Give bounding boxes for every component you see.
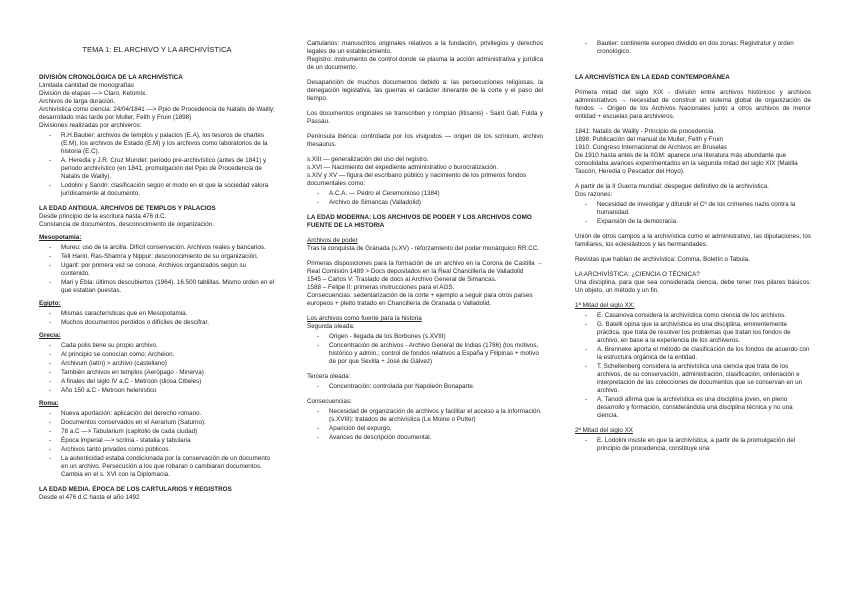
list-item: - Cada polis tiene su propio archivo. [49,342,275,350]
text-line: s.XIII — generalización del uso del registro. [307,156,429,163]
column-2 [307,40,543,443]
label-tercera-oleada: Tercera oleada: [307,373,351,380]
list-item: - Expansión de la democracia. [585,218,811,226]
list-item: - Nueva aportación: aplicación del derecho romano. [49,410,275,418]
paragraph-revistas: Revistas que hablan de archivística: Comma, Boletín o Tabula. [575,256,750,263]
text-line: Constancia de documentos, desconocimiento de organización. [39,221,215,228]
list-item: - Año 150 a.C - Metroon helenístico [49,387,275,395]
list-item: - A. Heredia y J.R. Cruz Mundet: periodo pre-archivístico (antes de 1841) y periodo archivístico (en 1841, promulgación del Ppio de Procedencia de Natalis de Wailly). [49,157,275,181]
list-item: - Bautier: continente europeo dividido en dos zonas: Registratur y orden cronológico. [585,40,811,56]
list-item: - Archivo de Simancas (Valladolid) [317,199,543,207]
list-item: - Lodolini y Sandri: clasificación según el modo en el que la sociedad valora jurídicamente al documento. [49,182,275,198]
year-lines [575,128,811,176]
bautier-list [575,40,811,56]
text-line: División de etapas —> Claro, Ketomix. [39,90,147,97]
text-line: Archivos de larga duración. [39,98,116,105]
list-item: - Avances de descripción documental. [317,434,543,442]
section-heading-chronological: DIVISIÓN CRONOLÓGICA DE LA ARCHIVÍSTICA [39,74,183,81]
label-dos-razones: Dos razones: [575,191,613,198]
paragraph-registro: Registro: instrumento de control donde se plasma la acción administrativa y jurídica de un documento. [307,56,543,71]
text-line: 1841: Natalis de Wailly - Principio de procedencia. [575,128,716,135]
list-item: - G. Batelli opina que la archivística es una disciplina, eminentemente práctica, que trata de resolver los problemas que tratan los fondos de archivo, en base a la experiencia de los archiveros. [585,321,811,345]
column-3 [575,40,811,454]
list-item: - Archivos tanto privados como públicos. [49,446,275,454]
event-lines [307,276,543,308]
list-item: - Al principio se conocían como: Archeion. [49,351,275,359]
list-item: - También archivos en templos (Aerópago - Minerva) [49,369,275,377]
label-segunda-oleada: Segunda oleada: [307,323,355,330]
list-item: - Muchos documentos perdidos o difíciles de descifrar. [49,319,275,327]
segunda-mitad-list [575,437,811,453]
section-lines [39,82,275,130]
text-line: s.XIV y XV — figura del escribano público y nacimiento de los primeros fondos documentales como: [307,172,527,187]
grecia-list [39,342,275,395]
section-heading-moderna: LA EDAD MODERNA: LOS ARCHIVOS DE PODER Y LOS ARCHIVOS COMO FUENTE DE LA HISTORIA [307,214,532,229]
section-heading-ciencia: LA ARCHIVÍSTICA: ¿CIENCIA O TÉCNICA? [575,271,700,278]
text-line: s.XVI — Nacimiento del expediente administrativo o burocratización. [307,164,499,171]
section-lines [39,213,275,229]
list-item: - A.C.A. — Pedro el Ceremonioso (1384) [317,190,543,198]
label-roma: Roma: [39,400,59,407]
list-item: - Origen - llegada de los Borbones (s.XVIII) [317,333,543,341]
label-grecia: Grecia: [39,332,61,339]
list-item: - Concentración: controlada por Napoleón Bonaparte. [317,383,543,391]
paragraph-siglo-xix: Primera mitad del siglo XIX - división entre archivos históricos y archivos administrativos → necesidad de construir un sistema global de organización de fondos → Origen de los Archivos Nacionales junto a otros archivos de menor entidad + escuelas para archiveros. [575,89,811,120]
text-line: 1898: Publicación del manual de Muller, Feith y Fruin [575,136,724,143]
paragraph-union: Unión de otros campos a la archivística como el administrativo, las diputaciones, los familiares, los eclesiásticos y las hermandades. [575,233,811,248]
paragraph-desaparicion: Desaparición de muchos documentos debido a: las persecuciones religiosas, la denegación legislativa, las guerras el carácter itinerante de la corte y el paso del tiempo. [307,79,543,102]
list-item: - 78 a.C —> Tabularium (capitolio de cada ciudad) [49,428,275,436]
paragraph-guerra: A partir de la II Guerra mundial: despegue definitivo de la archivística. [575,183,769,190]
subheading-archivos-poder: Archivos de poder [307,237,358,244]
paragraph-peninsula: Península ibérica: controlada por los visigodos — origen de los scrinium, archivo thesaurus. [307,133,543,148]
text-line: De 1910 hasta antes de la IIGM: aparece una literatura más abundante que consolidaba avances experimentados en la segunda mitad del siglo XIX (Matilla Tascón, Heredia o Pescador del Hoyo). [575,152,798,175]
paragraph-granada: Tras la conquista de Granada (s.XV) - reforzamiento del poder monárquico RR.CC. [307,245,540,252]
paragraph-transcripcion: Los documentos originales se transcriben y rompían (litisanis) - Saint Gall, Fulda y Passau. [307,110,543,125]
century-lines [307,156,543,188]
list-item: - Época imperial —> scrinia - statalia y tabularia [49,437,275,445]
mesopotamia-list [39,244,275,295]
list-item: - Mismas características que en Mesopotamia. [49,310,275,318]
text-line: Archivística como ciencia: 24/04/1841 —> Ppio de Procedencia de Natalis de Wailly; desarrollado más tarde por Muller, Feith y Fruin (1898) [39,106,275,121]
list-item: - E. Lodolini insiste en que la archivística, a partir de la promulgación del principio de procedencia, constituye una [585,437,811,453]
label-mesopotamia: Mesopotamia: [39,234,82,241]
text-line: 1588 – Felipe II: primeras instrucciones para el AGS. [307,284,455,291]
subheading-primera-mitad: 1ª Mitad del siglo XX: [575,302,635,309]
archivist-list [39,132,275,198]
page-title: TEMA 1: EL ARCHIVO Y LA ARCHIVÍSTICA [82,45,232,54]
list-item: - E. Casanova considera la archivística como ciencia de los archivos. [585,312,811,320]
list-item: - Mari y Ebla: últimos descubiertos (1964). 16.500 tablillas. Mismo orden en el que estaban puestas. [49,279,275,295]
list-item: - A. Tanodi afirma que la archivística es una disciplina joven, en pleno desarrollo y formación, considerándola una disciplina técnica y no una ciencia. [585,396,811,420]
section-heading-contemporanea: LA ARCHIVÍSTICA EN LA EDAD CONTEMPORÁNEA [575,74,730,81]
list-item: - Mureu: uso de la arcilla. Difícil conservación. Archivos reales y bancarios. [49,244,275,252]
paragraph-disposiciones: Primeras disposiciones para la formación de un archivo en la Corona de Castilla → Real Comisión 1489 > Docs depositados en la Real Chancillería de Valladolid [307,260,543,275]
egipto-list [39,310,275,327]
text-line: Desde principio de la escritura hasta 476 d.C. [39,213,167,220]
list-item: - Ugarit: por primera vez se conoce. Archivos organizados según su contenido. [49,262,275,278]
list-item: - T. Schellenberg considera la archivística una ciencia que trata de los archivos, de su conservación, administración, clasificación, ordenación e interpretación de las colecciones de documentos que se conservan en un archivo. [585,363,811,395]
text-line: 1910: Congreso Internacional de Archivos en Bruselas [575,144,727,151]
text-line: Limitada cantidad de monografías [39,82,134,89]
list-item: - Documentos conservados en el Aerarium (Saturno). [49,419,275,427]
list-item: - Necesidad de investigar y difundir el Cº de los crímenes nazis contra la humanidad. [585,201,811,217]
list-item: - Aparición del expurgo. [317,425,543,433]
text-line: Divisiones realizadas por archiveros: [39,122,142,129]
list-item: - Concentración de archivos - Archivo General de Indias (1786) (los motivos, histórico y admin.; control de fondos relativos a España y Filipinas + motivo de por que Sevilla + José de Gálvez) [317,342,543,366]
section-heading-media: LA EDAD MEDIA. ÉPOCA DE LOS CARTULARIOS Y REGISTROS [39,486,232,493]
section-line: Desde el 476 d.C hasta el año 1492 [39,494,140,501]
list-item: - A finales del siglo IV a.C - Metroon (diosa Cibeles) [49,378,275,386]
consecuencias-list [307,408,543,442]
label-egipto: Egipto: [39,300,61,307]
roma-list [39,410,275,479]
subheading-fuente-historia: Los archivos como fuente para la historia [307,315,422,322]
label-consecuencias: Consecuencias: [307,398,352,405]
column-1 [39,40,275,502]
subheading-segunda-mitad: 2ª Mitad del siglo XX [575,427,633,434]
section-heading-antigua: LA EDAD ANTIGUA. ARCHIVOS DE TEMPLOS Y PALACIOS [39,205,216,212]
primera-mitad-list [575,312,811,420]
list-item: - Archivum (latín) > archivo (castellano) [49,360,275,368]
list-item: - La autenticidad estaba condicionada por la conservación de un documento en un archivo. Persecución a los que robaran o cambiaran documentos. Cambia en el s. XVI con la Diplomacia. [49,455,275,479]
list-item: - Necesidad de organización de archivos y facilitar el acceso a la información. (s.XVIII): tratados de archivística (Le Moine o Putter) [317,408,543,424]
tercera-oleada-list [307,383,543,391]
paragraph-disciplina: Una disciplina, para que sea considerada ciencia, debe tener tres pilares básicos: Un objeto, un método y un fin. [575,279,811,294]
list-item: - R.H.Bautier: archivos de templos y palacios (E.A), los tesoros de chartes (E.M), los archivos de Estado (E.M) y los archivos como laboratorios de la historia (E.C). [49,132,275,156]
segunda-oleada-list [307,333,543,366]
paragraph-cartularios: Cartularios: manuscritos originales relativos a la fundación, privilegios y derechos legales de un establecimiento. [307,40,543,55]
fondos-list [307,190,543,207]
list-item: - Tell Hariri, Ras-Shamra y Nippur: desconocimiento de su organización. [49,253,275,261]
list-item: - A. Brenneke aporta el método de clasificación de los fondos de acuerdo con la estructura orgánica de la entidad. [585,346,811,362]
text-line: Consecuencias: sedentarización de la corte + ejemplo a seguir para otros países europeos + pleito tratado en Chancillería de Granada o Valladolid. [307,292,533,307]
razones-list [575,201,811,226]
text-line: 1545 – Carlos V: Traslado de docs al Archivo General de Simancas. [307,276,497,283]
